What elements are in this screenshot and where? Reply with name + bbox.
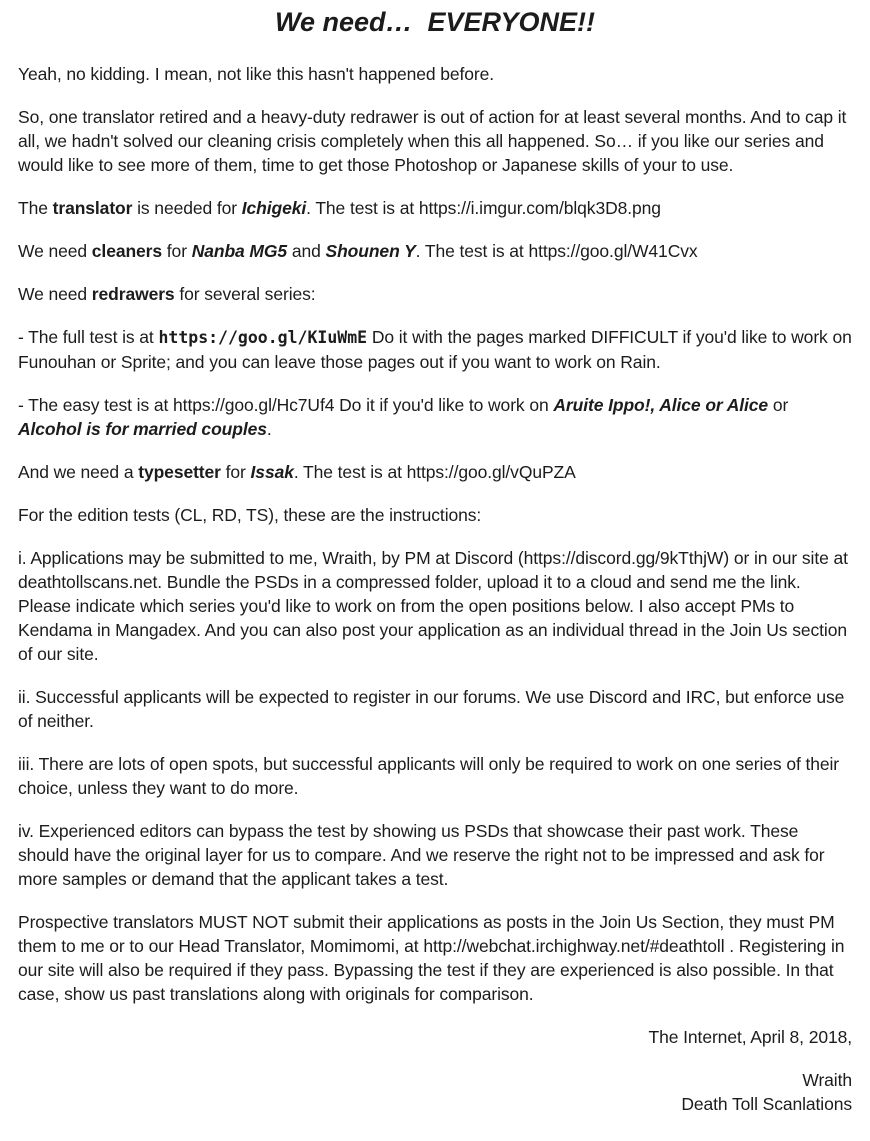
paragraph-instruction-ii: ii. Successful applicants will be expected to register in our forums. We use Discord and IRC, but enforce use of neither. xyxy=(18,687,845,731)
role-redrawers: redrawers xyxy=(91,284,175,304)
paragraph-typesetter-recruit xyxy=(18,460,852,484)
easy-test-url: https://goo.gl/Hc7Uf4 xyxy=(173,395,335,415)
text-run: - The full test is at xyxy=(18,327,159,347)
signature-block xyxy=(18,1068,852,1116)
text-run: is needed for xyxy=(132,198,242,218)
series-alcohol-is-for-married-couples: Alcohol is for married couples xyxy=(18,419,267,439)
text-run: Prospective translators MUST NOT submit their applications as posts in the Join Us Section, they must PM them to me or to our Head Translator, Momimomi, at xyxy=(18,912,835,956)
series-aruite-ippo-alice-or-alice: Aruite Ippo!, Alice or Alice xyxy=(553,395,769,415)
paragraph-edition-tests: For the edition tests (CL, RD, TS), these are the instructions: xyxy=(18,505,482,525)
paragraph-translators-note xyxy=(18,910,852,1006)
text-run: . The test is at xyxy=(306,198,419,218)
text-run: Do it with the pages marked DIFFICULT if you'd like to work on Funouhan or Sprite; and you can leave those pages out if you want to work on Rain. xyxy=(18,327,852,372)
paragraph-translator-recruit xyxy=(18,196,852,220)
text-run: for xyxy=(220,462,251,482)
text-run: . xyxy=(266,419,272,439)
cleaners-test-url: https://goo.gl/W41Cvx xyxy=(528,241,698,261)
role-cleaners: cleaners xyxy=(91,241,163,261)
series-ichigeki: Ichigeki xyxy=(241,198,307,218)
paragraph-full-test xyxy=(18,325,852,374)
paragraph-instruction-iv: iv. Experienced editors can bypass the test by showing us PSDs that showcase their past work. These should have the original layer for us to compare. And we reserve the right not to be impressed and ask for more samples or demand that the applicant takes a test. xyxy=(18,821,825,889)
series-nanba-mg5: Nanba MG5 xyxy=(191,241,288,261)
text-run: for several series: xyxy=(174,284,316,304)
text-run: . The test is at xyxy=(293,462,407,482)
full-test-url: https://goo.gl/KIuWmE xyxy=(158,328,368,347)
text-run: . The test is at xyxy=(415,241,529,261)
role-translator: translator xyxy=(52,198,133,218)
text-run: The xyxy=(18,198,53,218)
paragraph-instruction-iii: iii. There are lots of open spots, but successful applicants will only be required to work on one series of their choice, unless they want to do more. xyxy=(18,754,840,798)
paragraph-situation: So, one translator retired and a heavy-duty redrawer is out of action for at least several months. And to cap it all, we hadn't solved our cleaning crisis completely when this all happened. So… if you like our series and would like to see more of them, time to get those Photoshop or Japanese skills of your to use. xyxy=(18,107,847,175)
paragraph-redrawers-recruit xyxy=(18,282,852,306)
signature-group: Death Toll Scanlations xyxy=(681,1094,852,1114)
signature-dateline: The Internet, April 8, 2018, xyxy=(648,1027,852,1047)
translator-test-url: https://i.imgur.com/blqk3D8.png xyxy=(418,198,661,218)
text-run: And we need a xyxy=(18,462,139,482)
text-run: . Registering in our site will also be required if they pass. Bypassing the test if they are experienced is also possible. In that case, show us past translations along with originals for comparison. xyxy=(18,936,845,1004)
text-run: Do it if you'd like to work on xyxy=(334,395,554,415)
series-issak: Issak xyxy=(250,462,294,482)
paragraph-instruction-i xyxy=(18,546,852,666)
role-typesetter: typesetter xyxy=(138,462,221,482)
paragraph-easy-test xyxy=(18,393,852,441)
page-title: We need… EVERYONE!! xyxy=(274,7,596,37)
paragraph-intro: Yeah, no kidding. I mean, not like this hasn't happened before. xyxy=(18,64,495,84)
text-run: or xyxy=(768,395,789,415)
text-run: ) or in our site at deathtollscans.net. Bundle the PSDs in a compressed folder, upload it to a cloud and send me the link. Please indicate which series you'd like to work on from the open positions below. I also accept PMs to Kendama in Mangadex. And you can also post your application as an individual thread in the Join Us section of our site. xyxy=(18,548,848,664)
signature-name: Wraith xyxy=(802,1070,852,1090)
text-run: - The easy test is at xyxy=(18,395,174,415)
discord-invite-url: https://discord.gg/9kTthjW xyxy=(523,548,724,568)
paragraph-cleaners-recruit xyxy=(18,239,852,263)
text-run: We need xyxy=(18,241,92,261)
series-shounen-y: Shounen Y xyxy=(325,241,416,261)
text-run: i. Applications may be submitted to me, Wraith, by PM at Discord ( xyxy=(18,548,524,568)
text-run: for xyxy=(162,241,192,261)
text-run: and xyxy=(287,241,326,261)
typesetter-test-url: https://goo.gl/vQuPZA xyxy=(406,462,576,482)
text-run: We need xyxy=(18,284,92,304)
irc-webchat-url: http://webchat.irchighway.net/#deathtoll xyxy=(423,936,725,956)
